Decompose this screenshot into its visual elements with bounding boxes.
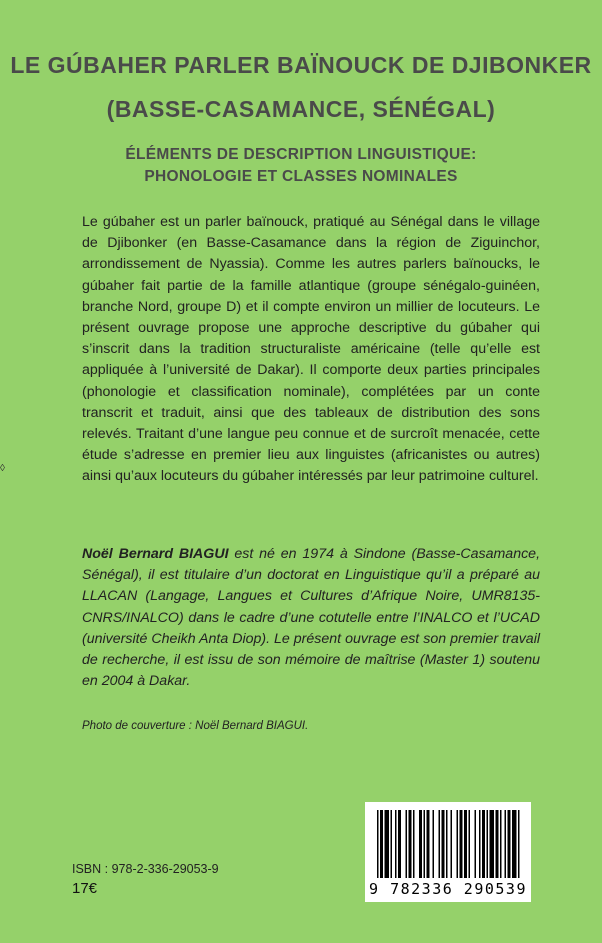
barcode-bar bbox=[391, 810, 393, 878]
barcode-bar bbox=[413, 810, 415, 878]
barcode-bar bbox=[439, 810, 441, 878]
barcode-bar bbox=[487, 810, 489, 878]
barcode-bar bbox=[508, 810, 511, 878]
barcode-bar bbox=[479, 810, 481, 878]
barcode-bar bbox=[500, 810, 502, 878]
barcode-bar bbox=[427, 810, 430, 878]
barcode-bar bbox=[385, 810, 390, 878]
barcode-bar bbox=[419, 810, 422, 878]
book-title-line1: LE GÚBAHER PARLER BAÏNOUCK DE DJIBONKER bbox=[10, 52, 592, 78]
barcode-bar bbox=[460, 810, 463, 878]
barcode-bar bbox=[464, 810, 467, 878]
barcode-bar bbox=[475, 810, 477, 878]
barcode-bar bbox=[446, 810, 448, 878]
barcode-bar bbox=[505, 810, 507, 878]
author-bio-block bbox=[82, 544, 540, 692]
barcode bbox=[365, 802, 531, 902]
book-subtitle-line2: PHONOLOGIE ET CLASSES NOMINALES bbox=[144, 168, 458, 185]
edge-mark: ◊ bbox=[0, 463, 5, 474]
price: 17€ bbox=[72, 880, 98, 897]
photo-credit: Photo de couverture : Noël Bernard BIAGUI. bbox=[82, 720, 309, 732]
barcode-bar bbox=[490, 810, 495, 878]
barcode-bar bbox=[409, 810, 412, 878]
barcode-bar bbox=[395, 810, 397, 878]
barcode-bar bbox=[398, 810, 401, 878]
barcode-bar bbox=[433, 810, 435, 878]
barcode-bar bbox=[457, 810, 459, 878]
barcode-bars bbox=[365, 802, 531, 882]
author-bio: est né en 1974 à Sindone (Basse-Casamance, Sénégal), il est titulaire d’un doctorat en Linguistique qu’il a préparé au LLACAN (Langage, Langues et Cultures d’Afrique Noire, UMR8135-CNRS/INALCO) dans le cadre d’une cotutelle entre l’INALCO et l’UCAD (université Cheikh Anta Diop). Le présent ouvrage est son premier travail de recherche, il est issu de son mémoire de maîtrise (Master 1) soutenu en 2004 à Dakar. bbox=[82, 546, 541, 690]
barcode-bar bbox=[451, 810, 453, 878]
author-name: Noël Bernard BIAGUI bbox=[82, 546, 229, 562]
isbn: ISBN : 978-2-336-29053-9 bbox=[72, 862, 219, 876]
summary-paragraph: Le gúbaher est un parler baïnouck, pratiqué au Sénégal dans le village de Djibonker (en Basse-Casamance dans la région de Ziguinchor, arrondissement de Nyassia). Comme les autres parlers baïnoucks, le gúbaher fait partie de la famille atlantique (groupe sénégalo-guinéen, branche Nord, groupe D) et il compte environ un millier de locuteurs. Le présent ouvrage propose une approche descriptive du gúbaher qui s’inscrit dans la tradition structuraliste américaine (telle qu’elle est appliquée à l’université de Dakar). Il comporte deux parties principales (phonologie et classification nominale), complétées par un conte transcrit et traduit, ainsi que des tableaux de distribution des sons relevés. Traitant d’une langue peu connue et de surcroît menacée, cette étude s’adresse en premier lieu aux linguistes (africanistes ou autres) ainsi qu’aux locuteurs du gúbaher intéressés par leur patrimoine culturel. bbox=[82, 214, 540, 485]
barcode-bar bbox=[406, 810, 408, 878]
barcode-bar bbox=[512, 810, 517, 878]
barcode-bar bbox=[496, 810, 499, 878]
barcode-bar bbox=[482, 810, 485, 878]
barcode-bar bbox=[380, 810, 383, 878]
barcode-bar bbox=[424, 810, 426, 878]
barcode-bar bbox=[377, 810, 379, 878]
summary-text bbox=[82, 212, 540, 488]
book-title-line2: (BASSE-CASAMANCE, SÉNÉGAL) bbox=[106, 96, 496, 122]
barcode-bar bbox=[518, 810, 520, 878]
book-subtitle-line1: ÉLÉMENTS DE DESCRIPTION LINGUISTIQUE: bbox=[125, 146, 477, 163]
barcode-bar bbox=[442, 810, 445, 878]
barcode-number: 9 782336 290539 bbox=[369, 880, 527, 898]
barcode-bar bbox=[469, 810, 471, 878]
